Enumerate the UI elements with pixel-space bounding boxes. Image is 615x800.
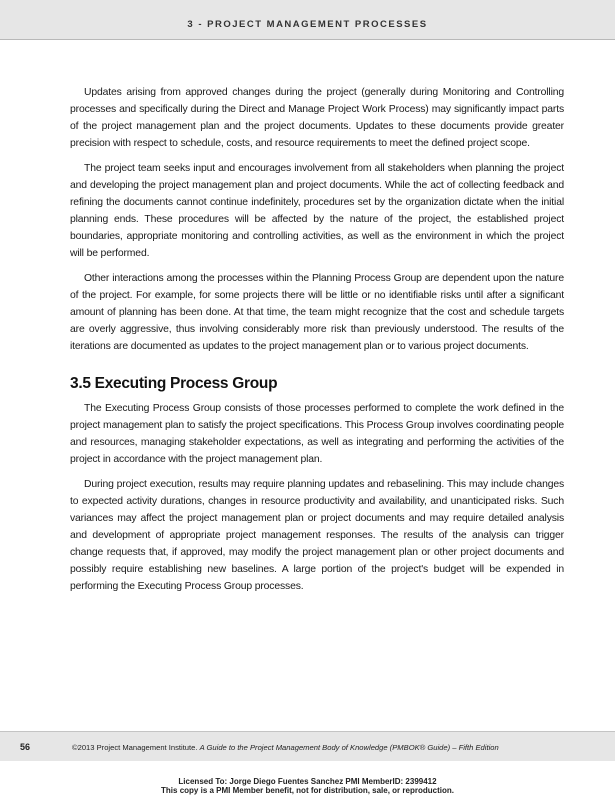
body-paragraph: During project execution, results may require planning updates and rebaselining. This may include changes to expected activity durations, changes in resource productivity and availability, and unanticipated risks. Such variances may affect the project management plan or project documents and may require detailed analysis and development of appropriate project management responses. The results of the analysis can trigger change requests that, if approved, may modify the project management plan or other project documents and possibly require establishing new baselines. A large portion of the project's budget will be expended in performing the Executing Process Group processes.: [70, 479, 564, 592]
page-body: [70, 84, 564, 603]
page-number: 56: [20, 742, 31, 752]
running-header-title: 3 - PROJECT MANAGEMENT PROCESSES: [187, 19, 428, 30]
section-heading: 3.5 Executing Process Group: [70, 375, 278, 392]
footer-citation: [72, 743, 499, 752]
page-footer: [0, 731, 615, 761]
running-header: [0, 0, 615, 40]
license-line: Licensed To: Jorge Diego Fuentes Sanchez PMI MemberID: 2399412: [178, 777, 437, 786]
copyright-notice: ©2013 Project Management Institute.: [72, 743, 198, 752]
body-paragraph: Other interactions among the processes within the Planning Process Group are dependent upon the nature of the project. For example, for some projects there will be little or no identifiable risks until after a significant amount of planning has been done. At that time, the team might recognize that the cost and schedule targets are overly aggressive, thus involving considerably more risk than previously understood. The results of the iterations are documented as updates to the project management plan or to various project documents.: [70, 273, 564, 352]
book-title: A Guide to the Project Management Body of Knowledge (PMBOK® Guide) – Fifth Edition: [199, 743, 499, 752]
body-paragraph: The project team seeks input and encourages involvement from all stakeholders when planning the project and developing the project management plan and project documents. While the act of collecting feedback and refining the documents cannot continue indefinitely, procedures set by the organization dictate when the initial planning ends. These procedures will be affected by the nature of the project, the established project boundaries, appropriate monitoring and controlling activities, as well as the environment in which the project will be performed.: [70, 163, 564, 259]
body-paragraph: The Executing Process Group consists of those processes performed to complete the work defined in the project management plan to satisfy the project specifications. This Process Group involves coordinating people and resources, managing stakeholder expectations, as well as integrating and performing the activities of the project in accordance with the project management plan.: [70, 403, 564, 465]
distribution-notice: This copy is a PMI Member benefit, not for distribution, sale, or reproduction.: [161, 786, 454, 795]
body-paragraph: Updates arising from approved changes during the project (generally during Monitoring and Controlling processes and specifically during the Direct and Manage Project Work Process) may significantly impact parts of the project management plan and the project documents. Updates to these documents provide greater precision with respect to schedule, costs, and resource requirements to meet the defined project scope.: [70, 87, 564, 149]
